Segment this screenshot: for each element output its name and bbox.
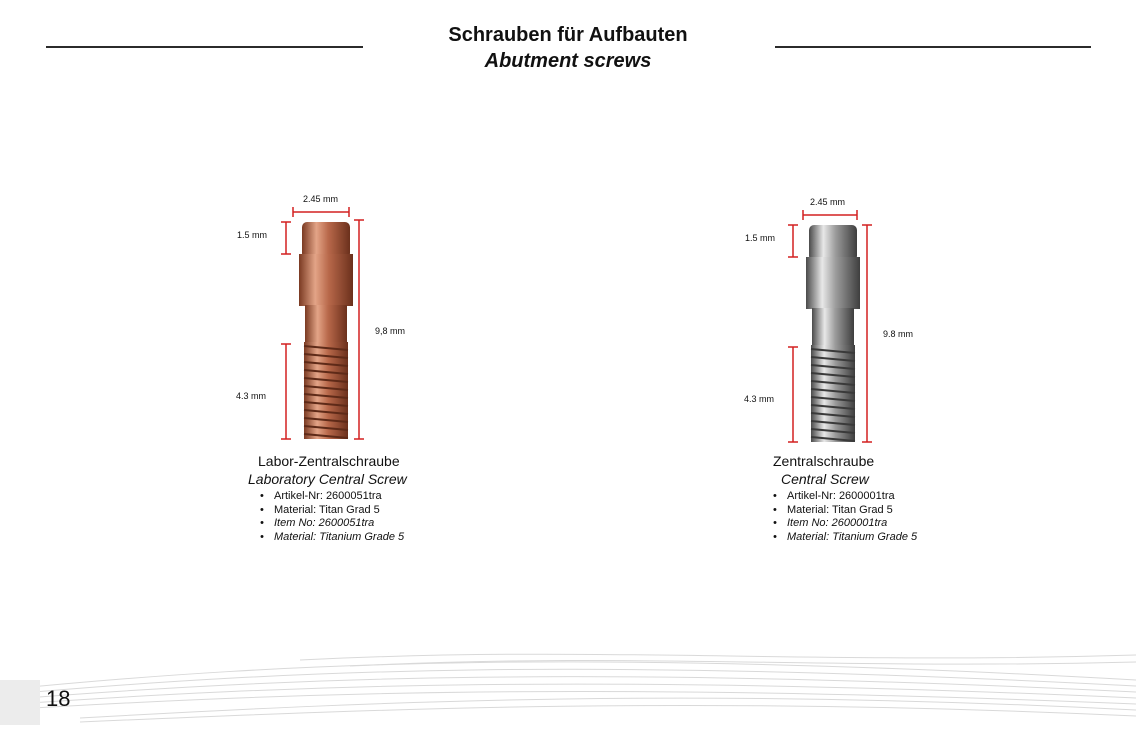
thread-silver (811, 345, 855, 442)
dim-width: 2.45 mm (810, 197, 846, 207)
product-central-screw (740, 190, 1070, 550)
dim-length: 9.8 mm (883, 329, 914, 339)
spec-item: • Item No: 2600001tra (773, 517, 1070, 531)
title-german: Schrauben für Aufbauten (448, 24, 688, 46)
product-name-english: Laboratory Central Screw (248, 471, 407, 487)
dim-width: 2.45 mm (303, 194, 339, 204)
dim-length: 9,8 mm (375, 326, 406, 336)
product-name-english: Central Screw (781, 471, 869, 487)
product-lab-central-screw (230, 190, 560, 550)
thread-copper (304, 342, 348, 439)
spec-list (740, 490, 1070, 544)
spec-item: • Material: Titanium Grade 5 (773, 531, 1070, 545)
spec-item: • Material: Titan Grad 5 (260, 504, 560, 518)
spec-item: • Item No: 2600051tra (260, 517, 560, 531)
dim-thread: 4.3 mm (744, 394, 775, 404)
screw-image-silver (740, 190, 1070, 450)
dim-thread: 4.3 mm (236, 391, 267, 401)
spec-item: • Material: Titan Grad 5 (773, 504, 1070, 518)
footer-wave-decoration (0, 640, 1136, 749)
page-number: 18 (46, 686, 71, 711)
spec-item: • Artikel-Nr: 2600051tra (260, 490, 560, 504)
title-english: Abutment screws (484, 50, 652, 72)
dim-head: 1.5 mm (237, 230, 268, 240)
spec-item: • Material: Titanium Grade 5 (260, 531, 560, 545)
spec-list (230, 490, 560, 544)
product-caption (740, 452, 1070, 544)
dim-head: 1.5 mm (745, 233, 776, 243)
product-name-german: Labor-Zentralschraube (258, 453, 400, 469)
screw-image-copper (230, 190, 560, 450)
page-title (0, 22, 1136, 74)
product-caption (230, 452, 560, 544)
spec-item: • Artikel-Nr: 2600001tra (773, 490, 1070, 504)
product-name-german: Zentralschraube (773, 453, 875, 469)
